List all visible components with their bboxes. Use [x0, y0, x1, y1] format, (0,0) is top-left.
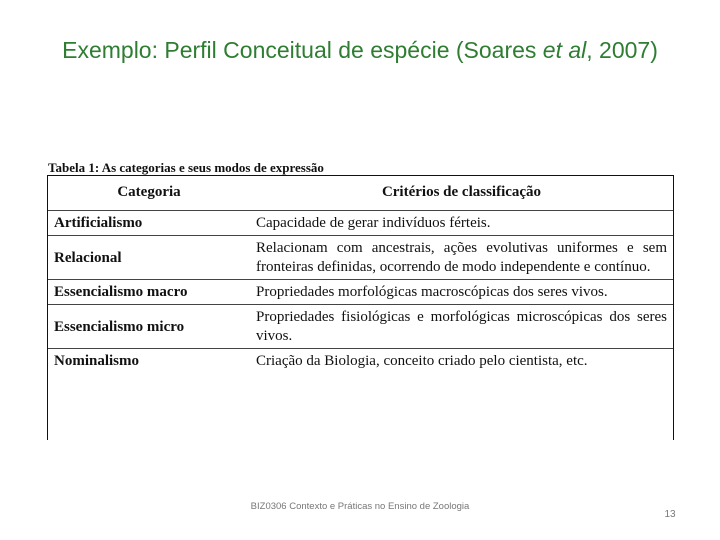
row-criterio: Propriedades morfológicas macroscópicas dos seres vivos. — [250, 280, 673, 305]
table-row — [48, 236, 673, 280]
row-criterio: Propriedades fisiológicas e morfológicas microscópicas dos seres vivos. — [250, 305, 673, 349]
row-categoria: Artificialismo — [48, 211, 250, 236]
slide-title — [40, 34, 680, 67]
footer-course-text: BIZ0306 Contexto e Práticas no Ensino de Zoologia — [250, 501, 470, 512]
page-number: 13 — [664, 509, 676, 520]
title-suffix: , 2007) — [586, 37, 658, 63]
header-categoria: Categoria — [48, 176, 250, 211]
row-categoria: Nominalismo — [54, 353, 140, 369]
header-criterios: Critérios de classificação — [250, 176, 673, 211]
row-categoria: Essencialismo macro — [48, 280, 250, 305]
table-row — [48, 305, 673, 349]
table-row — [48, 280, 673, 305]
row-criterio: Capacidade de gerar indivíduos férteis. — [250, 211, 673, 236]
row-criterio: Relacionam com ancestrais, ações evolutivas uniformes e sem fronteiras definidas, ocorrendo de modo independente e contínuo. — [250, 236, 673, 280]
table-row — [48, 211, 673, 236]
row-categoria: Relacional — [48, 236, 250, 280]
row-criterio: Criação da Biologia, conceito criado pelo cientista, etc. — [256, 353, 588, 369]
title-prefix: Exemplo: Perfil Conceitual de espécie (Soares — [62, 37, 537, 63]
table-caption: Tabela 1: As categorias e seus modos de expressão — [48, 160, 324, 175]
table-row — [48, 349, 673, 374]
table-header-row — [48, 176, 673, 211]
categories-table-image — [47, 175, 674, 440]
row-categoria: Essencialismo micro — [48, 305, 250, 349]
title-emphasis: et al — [542, 37, 587, 63]
categories-table — [48, 176, 673, 373]
